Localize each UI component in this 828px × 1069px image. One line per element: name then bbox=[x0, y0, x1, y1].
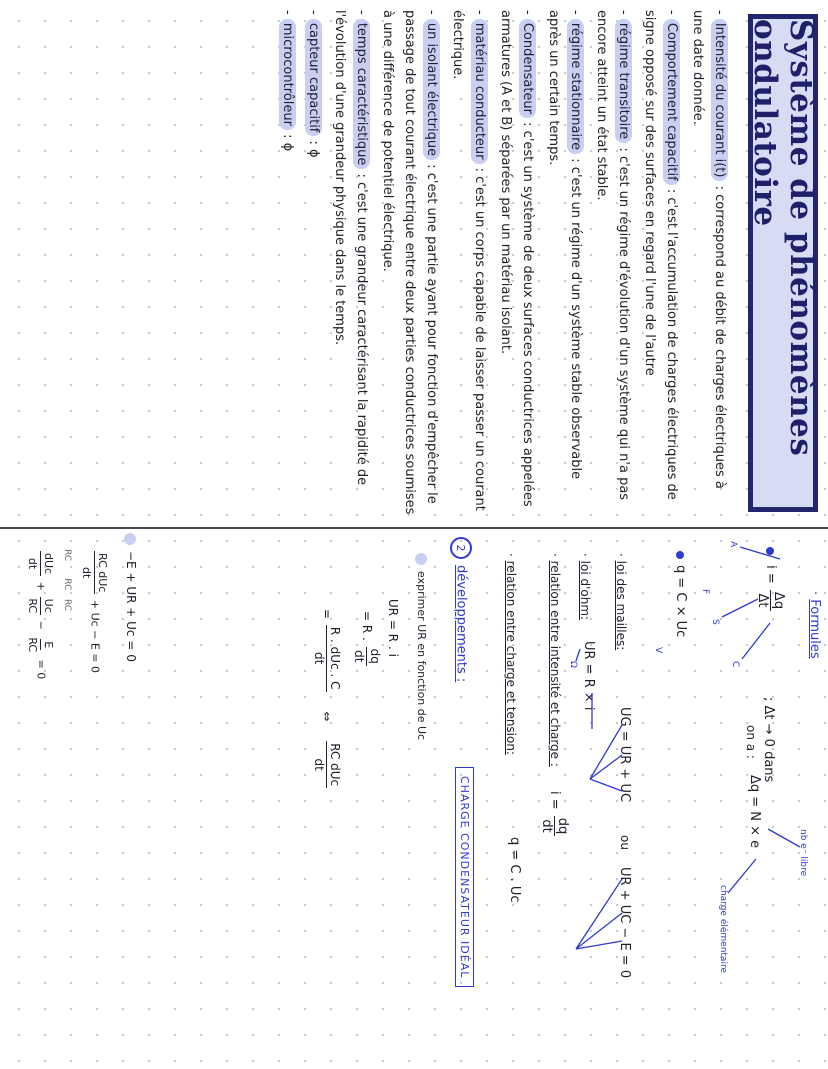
fraction: RC dUc dt bbox=[312, 743, 342, 787]
definition-term: Intensité du courant i(t) bbox=[711, 19, 728, 182]
equation-3: dUc dt + Uc RC − E RC = 0 bbox=[26, 553, 55, 680]
definition-item: - matériau conducteur : c'est un corps capable de laisser passer un courant électrique. bbox=[450, 10, 487, 511]
definition-item: - microcontrôleur : ɸ bbox=[280, 10, 295, 152]
mailles-equation: UG = UR + UC bbox=[617, 707, 632, 803]
relation-i-label: · relation entre intensité et charge : bbox=[548, 553, 562, 767]
formulas-heading: · Formules bbox=[807, 591, 822, 659]
definition-term: matériau conducteur bbox=[471, 19, 488, 164]
mailles-label: · loi des mailles: bbox=[614, 553, 628, 651]
ohm-label: · loi d'ohm: bbox=[578, 553, 592, 621]
on-a-label: on a : bbox=[744, 725, 758, 759]
annotation-nb-e: nb e⁻ libre bbox=[798, 829, 808, 877]
definition-text: : ɸ bbox=[280, 134, 295, 152]
definition-item: - capteur capacitif : ɸ bbox=[306, 10, 321, 158]
definition-term: Comportement capacitif bbox=[663, 19, 680, 185]
arrow-stroke bbox=[590, 725, 622, 791]
equation-1: −E + UR + Uc = 0 bbox=[124, 533, 138, 662]
exprimer-label: exprimer UR en fonction de Uc bbox=[415, 553, 428, 740]
arrow-stroke bbox=[768, 829, 800, 847]
relation-q-label: · relation entre charge et tension: bbox=[504, 553, 518, 756]
mailles-or: ou bbox=[618, 835, 632, 850]
relation-q-equation: q = C . Uc bbox=[507, 837, 522, 903]
charge-quantum: Δq = N × e bbox=[747, 775, 762, 849]
definition-term: un isolant électrique bbox=[423, 19, 440, 160]
definition-item: - temps caractéristique : c'est une grandeur caractérisant la rapidité de l'évolution d'une grandeur physique dans le temps. bbox=[332, 10, 369, 486]
definition-term: Condensateur bbox=[519, 19, 536, 118]
definition-term: régime transitoire bbox=[615, 19, 632, 143]
definition-text: : ɸ bbox=[306, 140, 321, 158]
ur-step-3: = R . dUc . C dt ⇔ RC dUc dt bbox=[312, 609, 342, 787]
definitions-panel bbox=[0, 0, 828, 527]
equation-2-divisors: RC RC RC bbox=[62, 549, 72, 612]
definition-text: : c'est un régime d'un système stable observable après un certain temps. bbox=[546, 10, 583, 480]
definition-term: régime stationnaire bbox=[567, 19, 584, 154]
arrow-stroke bbox=[742, 623, 770, 659]
formulas-panel bbox=[0, 529, 828, 1069]
q-equation: q = C × Uc bbox=[673, 551, 688, 637]
definition-item: - régime stationnaire : c'est un régime d'un système stable observable après un certain temps. bbox=[546, 10, 583, 480]
page-title: Système de phénomènes ondulatoire bbox=[747, 19, 819, 457]
definition-item: - Condensateur : c'est un système de deux surfaces conductrices appelées armatures (A et B) séparées par un matériau isolant. bbox=[498, 10, 535, 507]
annotation-c: C bbox=[730, 661, 740, 668]
arrow-stroke bbox=[576, 879, 622, 949]
definition-text: : c'est un corps capable de laisser passer un courant électrique. bbox=[450, 10, 487, 511]
annotation-omega: Ω bbox=[568, 661, 578, 668]
fraction: E RC bbox=[26, 637, 55, 653]
fraction: R . dUc . C dt bbox=[312, 626, 342, 690]
dev-heading: 2développements : bbox=[450, 537, 472, 682]
ohm-equation: UR = R × i bbox=[581, 641, 596, 711]
ur-step-1: UR = R . i bbox=[386, 599, 400, 657]
fraction: dq dt bbox=[539, 817, 570, 835]
title-box bbox=[748, 14, 818, 512]
ur-step-2: = R . dq dt bbox=[352, 611, 382, 664]
definition-text: : c'est une partie ayant pour fonction d'empêcher le passage de tout courant électrique entre deux parties conductrices soumises à une différence de potentiel électrique. bbox=[380, 10, 439, 515]
definition-text: : c'est un régime d'évolution d'un système qui n'a pas encore atteint un état stable. bbox=[594, 10, 631, 501]
current-condition: ; Δt → 0 dans bbox=[761, 697, 776, 783]
arrow-stroke bbox=[722, 599, 758, 617]
mailles-equation-2: UR + UC − E = 0 bbox=[617, 867, 632, 979]
arrow-stroke bbox=[728, 859, 756, 893]
definition-text: : c'est une grandeur caractérisant la rapidité de l'évolution d'une grandeur physique dans le temps. bbox=[332, 10, 369, 486]
equation-2: RC dUc dt + Uc − E = 0 bbox=[80, 553, 109, 674]
definitions-list bbox=[272, 10, 730, 515]
definition-item: - régime transitoire : c'est un régime d'évolution d'un système qui n'a pas encore atteint un état stable. bbox=[594, 10, 631, 501]
definition-item: - Intensité du courant i(t) : correspond au débit de charges électriques à une date donnée. bbox=[690, 10, 727, 489]
fraction: Uc RC bbox=[26, 598, 55, 614]
definition-term: temps caractéristique bbox=[353, 19, 370, 170]
annotation-s: S bbox=[710, 619, 720, 625]
arrow-stroke bbox=[576, 649, 592, 729]
arrow-stroke bbox=[740, 547, 780, 559]
definition-term: capteur capacitif bbox=[305, 19, 322, 137]
section-number: 2 bbox=[450, 537, 472, 559]
annotation-v: V bbox=[653, 647, 663, 654]
definition-item: - un isolant électrique : c'est une partie ayant pour fonction d'empêcher le passage de tout courant électrique entre deux parties conductrices soumises à une différence de potentiel électrique. bbox=[380, 10, 439, 515]
dev-box: CHARGE CONDENSATEUR IDÉAL bbox=[455, 767, 474, 987]
fraction: dUc dt bbox=[26, 553, 55, 575]
definition-item: - Comportement capacitif : c'est l'accumulation de charges électriques de signe opposé sur des surfaces en regard l'une de l'autre bbox=[642, 10, 679, 500]
definition-text: : c'est l'accumulation de charges électriques de signe opposé sur des surfaces en regard l'une de l'autre bbox=[642, 10, 679, 500]
current-definition: i = Δq Δt bbox=[755, 547, 786, 613]
definition-term: microcontrôleur bbox=[279, 19, 296, 130]
definition-text: : c'est un système de deux surfaces conductrices appelées armatures (A et B) séparées par un matériau isolant. bbox=[498, 10, 535, 507]
annotation-f: F bbox=[700, 589, 710, 595]
fraction: RC dUc dt bbox=[80, 553, 109, 593]
annotation-a: A bbox=[728, 541, 738, 548]
definition-text: : correspond au débit de charges électriques à une date donnée. bbox=[690, 10, 727, 489]
fraction: Δq Δt bbox=[755, 591, 786, 610]
fraction: dq dt bbox=[352, 648, 382, 664]
annotation-charge-elem: charge élémentaire bbox=[718, 885, 728, 973]
annotation-strokes bbox=[0, 529, 828, 1069]
relation-i-equation: i = dq dt bbox=[539, 791, 570, 835]
